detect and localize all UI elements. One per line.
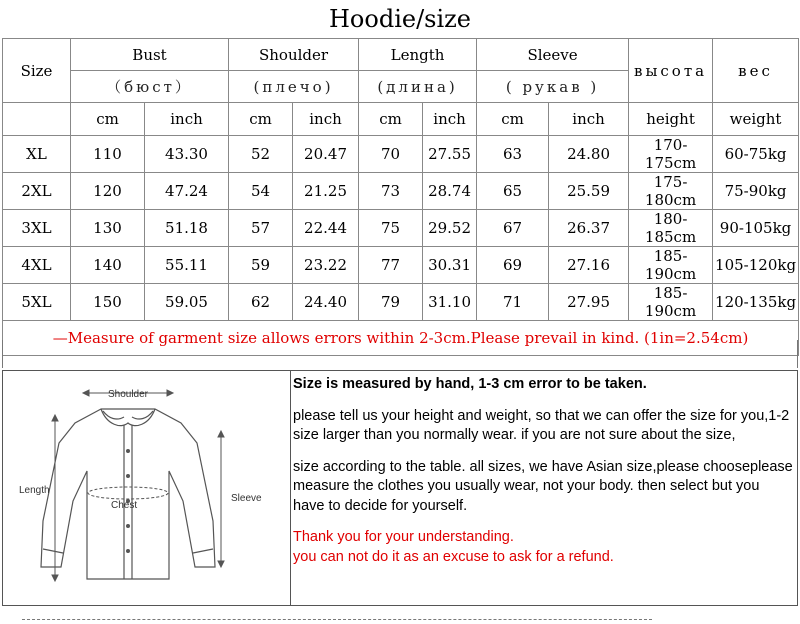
section-divider <box>0 340 800 368</box>
table-row <box>3 247 799 284</box>
table-cell: 140 <box>71 247 145 284</box>
bust-header: Bust <box>71 39 229 71</box>
table-row <box>3 210 799 247</box>
diagram-chest-label: Chest <box>111 500 138 511</box>
length-ru-header: (длина) <box>359 71 477 103</box>
info-heading: Size is measured by hand, 1-3 cm error to be taken. <box>293 376 647 392</box>
table-cell: 105-120kg <box>713 247 799 284</box>
table-cell: 54 <box>229 173 293 210</box>
table-cell: 185-190cm <box>629 284 713 321</box>
table-row <box>3 173 799 210</box>
table-cell: 24.40 <box>293 284 359 321</box>
unit-cell: cm <box>71 103 145 136</box>
diagram-sleeve-label: Sleeve <box>231 493 262 504</box>
table-cell: 79 <box>359 284 423 321</box>
table-cell: 23.22 <box>293 247 359 284</box>
unit-cell: cm <box>229 103 293 136</box>
table-cell: 57 <box>229 210 293 247</box>
size-label-cell: 5XL <box>3 284 71 321</box>
table-cell: 120-135kg <box>713 284 799 321</box>
shirt-icon <box>3 371 290 605</box>
sleeve-ru-header: ( рукав ) <box>477 71 629 103</box>
table-cell: 90-105kg <box>713 210 799 247</box>
table-cell: 180-185cm <box>629 210 713 247</box>
unit-cell: weight <box>713 103 799 136</box>
size-table <box>2 38 799 356</box>
shoulder-ru-header: (плечо) <box>229 71 359 103</box>
info-paragraph-2: size according to the table. all sizes, we have Asian size,please chooseplease measure the clothes you usually wear, not your body. then select but you have to decide for yourself. <box>293 458 793 514</box>
table-cell: 69 <box>477 247 549 284</box>
diagram-shoulder-label: Shoulder <box>107 389 149 400</box>
unit-cell: inch <box>423 103 477 136</box>
table-cell: 120 <box>71 173 145 210</box>
size-header: Size <box>3 39 71 103</box>
table-cell: 30.31 <box>423 247 477 284</box>
unit-cell: cm <box>477 103 549 136</box>
weight-ru-header: вес <box>713 39 799 103</box>
table-cell: 22.44 <box>293 210 359 247</box>
table-cell: 27.55 <box>423 136 477 173</box>
table-cell: 24.80 <box>549 136 629 173</box>
height-ru-header: высота <box>629 39 713 103</box>
size-label-cell: XL <box>3 136 71 173</box>
table-cell: 55.11 <box>145 247 229 284</box>
table-cell: 170-175cm <box>629 136 713 173</box>
sleeve-header: Sleeve <box>477 39 629 71</box>
table-cell: 130 <box>71 210 145 247</box>
table-cell: 60-75kg <box>713 136 799 173</box>
size-label-cell: 3XL <box>3 210 71 247</box>
info-paragraph-1: please tell us your height and weight, so that we can offer the size for you,1-2 size larger than you normally wear. if you are not sure about the size, <box>293 407 790 443</box>
unit-cell: inch <box>293 103 359 136</box>
unit-cell: inch <box>145 103 229 136</box>
table-cell: 47.24 <box>145 173 229 210</box>
table-cell: 67 <box>477 210 549 247</box>
info-red-2: you can not do it as an excuse to ask for a refund. <box>293 548 614 565</box>
table-cell: 28.74 <box>423 173 477 210</box>
table-row <box>3 284 799 321</box>
table-cell: 43.30 <box>145 136 229 173</box>
table-cell: 75 <box>359 210 423 247</box>
bust-ru-header: （бюст） <box>71 71 229 103</box>
table-cell: 65 <box>477 173 549 210</box>
bottom-dashed-line <box>22 619 652 620</box>
length-header: Length <box>359 39 477 71</box>
unit-row <box>3 103 799 136</box>
info-box <box>2 370 798 606</box>
table-cell: 62 <box>229 284 293 321</box>
table-cell: 31.10 <box>423 284 477 321</box>
unit-blank <box>3 103 71 136</box>
table-cell: 110 <box>71 136 145 173</box>
table-cell: 25.59 <box>549 173 629 210</box>
table-cell: 59 <box>229 247 293 284</box>
table-cell: 63 <box>477 136 549 173</box>
table-cell: 20.47 <box>293 136 359 173</box>
shoulder-header: Shoulder <box>229 39 359 71</box>
table-row <box>3 136 799 173</box>
table-cell: 59.05 <box>145 284 229 321</box>
measurement-note: —Measure of garment size allows errors within 2-3cm.Please prevail in kind. (1in=2.54cm) <box>3 321 799 356</box>
table-cell: 27.16 <box>549 247 629 284</box>
table-cell: 77 <box>359 247 423 284</box>
unit-cell: height <box>629 103 713 136</box>
table-cell: 26.37 <box>549 210 629 247</box>
table-cell: 51.18 <box>145 210 229 247</box>
shirt-diagram <box>3 371 291 605</box>
unit-cell: cm <box>359 103 423 136</box>
table-cell: 27.95 <box>549 284 629 321</box>
size-label-cell: 2XL <box>3 173 71 210</box>
info-text <box>293 375 793 567</box>
table-cell: 71 <box>477 284 549 321</box>
size-label-cell: 4XL <box>3 247 71 284</box>
table-cell: 70 <box>359 136 423 173</box>
table-cell: 75-90kg <box>713 173 799 210</box>
table-cell: 175-180cm <box>629 173 713 210</box>
table-cell: 52 <box>229 136 293 173</box>
table-cell: 150 <box>71 284 145 321</box>
diagram-length-label: Length <box>19 485 50 496</box>
table-cell: 29.52 <box>423 210 477 247</box>
info-red-1: Thank you for your understanding. <box>293 529 514 545</box>
table-cell: 185-190cm <box>629 247 713 284</box>
table-cell: 73 <box>359 173 423 210</box>
unit-cell: inch <box>549 103 629 136</box>
table-cell: 21.25 <box>293 173 359 210</box>
page-title: Hoodie/size <box>329 5 471 33</box>
